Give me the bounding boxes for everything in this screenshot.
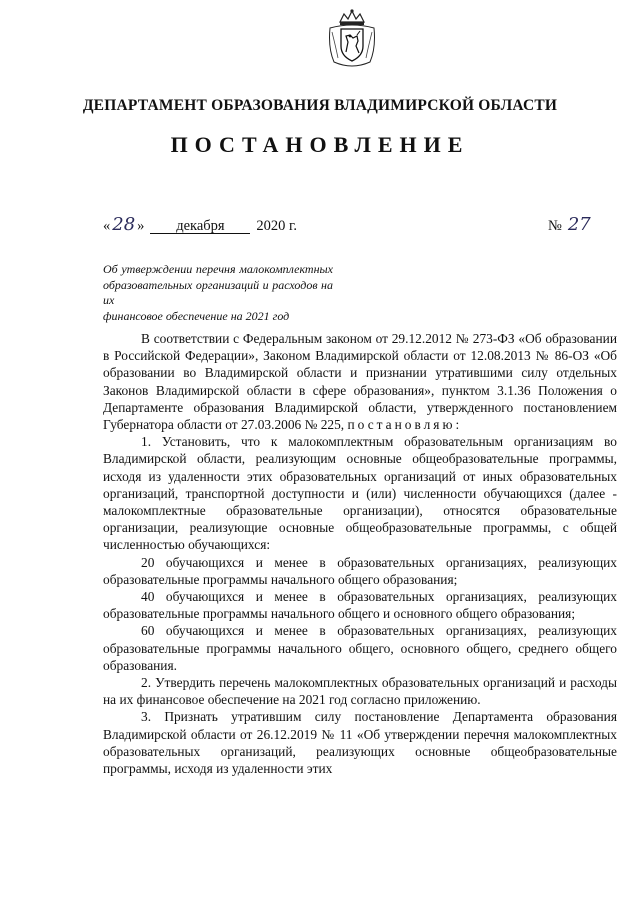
document-date: [103, 214, 297, 235]
paragraph-item-1a: 20 обучающихся и менее в образовательных организациях, реализующих образовательные программы начального общего образования;: [103, 554, 617, 587]
date-month: декабря: [150, 219, 250, 234]
paragraph-item-2: 2. Утвердить перечень малокомплектных образовательных организаций и расходы на их финансовое обеспечение на 2021 год согласно приложению.: [103, 675, 617, 708]
paragraph-preamble: [103, 330, 617, 433]
department-name: ДЕПАРТАМЕНТ ОБРАЗОВАНИЯ ВЛАДИМИРСКОЙ ОБЛАСТИ: [82, 97, 558, 114]
date-quote-close: »: [137, 218, 145, 234]
date-year: 2020 г.: [256, 218, 297, 234]
subject-line-2: финансовое обеспечение на 2021 год: [103, 308, 290, 323]
document-type-title: ПОСТАНОВЛЕНИЕ: [170, 132, 470, 157]
preamble-text: В соответствии с Федеральным законом от 29.12.2012 № 273-ФЗ «Об образовании в Российской Федерации», Законом Владимирской области от 12.08.2013 № 86-ОЗ «Об образовании во Владимирской области и признании утратившими силу отдельных Законов Владимирской области в сфере образования», пунктом 3.1.36 Положения о Департаменте образования Владимирской области, утвержденного постановлением Губернатора области от 27.03.2006 № 225,: [103, 331, 617, 433]
paragraph-item-1b: 40 обучающихся и менее в образовательных организациях, реализующих образовательные программы начального общего и основного общего образования;: [103, 589, 617, 622]
document-subject: [103, 262, 333, 324]
subject-line-1: Об утверждении перечня малокомплектных образовательных организаций и расходов на их: [103, 262, 333, 307]
coat-of-arms-icon: [326, 8, 378, 70]
document-number: [548, 214, 591, 235]
paragraph-item-1c: 60 обучающихся и менее в образовательных организациях, реализующих образовательные программы начального общего, основного общего, среднего общего образования.: [103, 623, 617, 673]
date-day-handwritten: 28: [112, 214, 136, 235]
date-quote-open: «: [103, 218, 111, 234]
paragraph-item-1: 1. Установить, что к малокомплектным образовательным организациям во Владимирской области, реализующим основные общеобразовательные программы, исходя из удаленности этих образовательных организаций от иных образовательных организаций, транспортной доступности и (или) численности обучающихся (далее - малокомплектные образовательные организации), относятся образовательные организации, реализующие основные общеобразовательные программы, с общей численностью обучающихся:: [103, 434, 617, 553]
number-label: №: [548, 218, 562, 234]
preamble-resolve: постановляю:: [347, 417, 463, 433]
number-handwritten: 27: [567, 214, 591, 235]
paragraph-item-3: 3. Признать утратившим силу постановление Департамента образования Владимирской области от 26.12.2019 № 11 «Об утверждении перечня малокомплектных образовательных организаций, реализующих основные общеобразовательные программы, исходя из удаленности этих: [103, 709, 617, 777]
document-body: [103, 330, 617, 777]
